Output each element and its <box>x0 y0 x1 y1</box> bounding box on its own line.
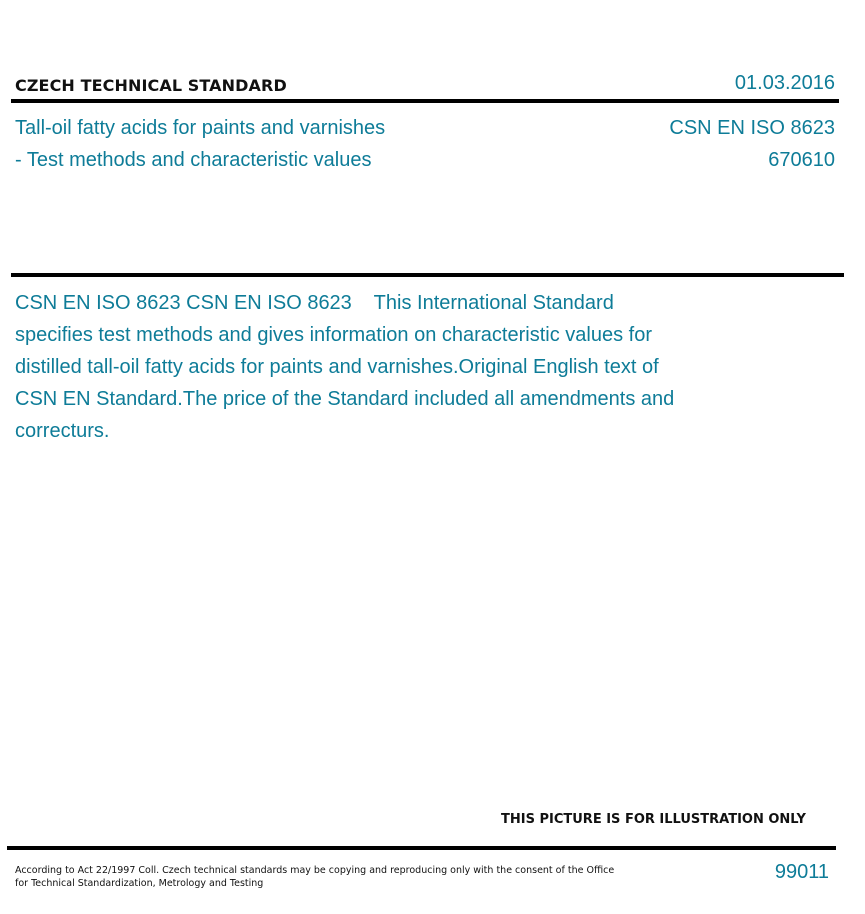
document-header-title: CZECH TECHNICAL STANDARD <box>15 76 287 95</box>
standard-title-line-2: - Test methods and characteristic values <box>15 149 372 171</box>
abstract-text: CSN EN ISO 8623 CSN EN ISO 8623 This International Standard specifies test methods and gives information on characteristic values for distilled tall-oil fatty acids for paints and varnishes.Original English text of CSN EN Standard.The price of the Standard included all amendments and correcturs. <box>15 292 680 442</box>
footer-divider <box>7 846 836 850</box>
illustration-disclaimer: THIS PICTURE IS FOR ILLUSTRATION ONLY <box>501 812 806 827</box>
classification-code: 670610 <box>768 149 835 171</box>
legal-notice-line-2: for Technical Standardization, Metrology and Testing <box>15 878 264 889</box>
publication-date: 01.03.2016 <box>734 72 835 94</box>
section-divider <box>11 273 844 277</box>
footer-code: 99011 <box>774 861 829 883</box>
legal-notice-line-1: According to Act 22/1997 Coll. Czech technical standards may be copying and reproducing only with the consent of the Office <box>15 865 615 876</box>
header-divider <box>11 99 839 103</box>
standard-title-line-1: Tall-oil fatty acids for paints and varnishes <box>15 117 386 139</box>
legal-notice <box>15 864 615 890</box>
standard-designation: CSN EN ISO 8623 <box>669 117 835 139</box>
